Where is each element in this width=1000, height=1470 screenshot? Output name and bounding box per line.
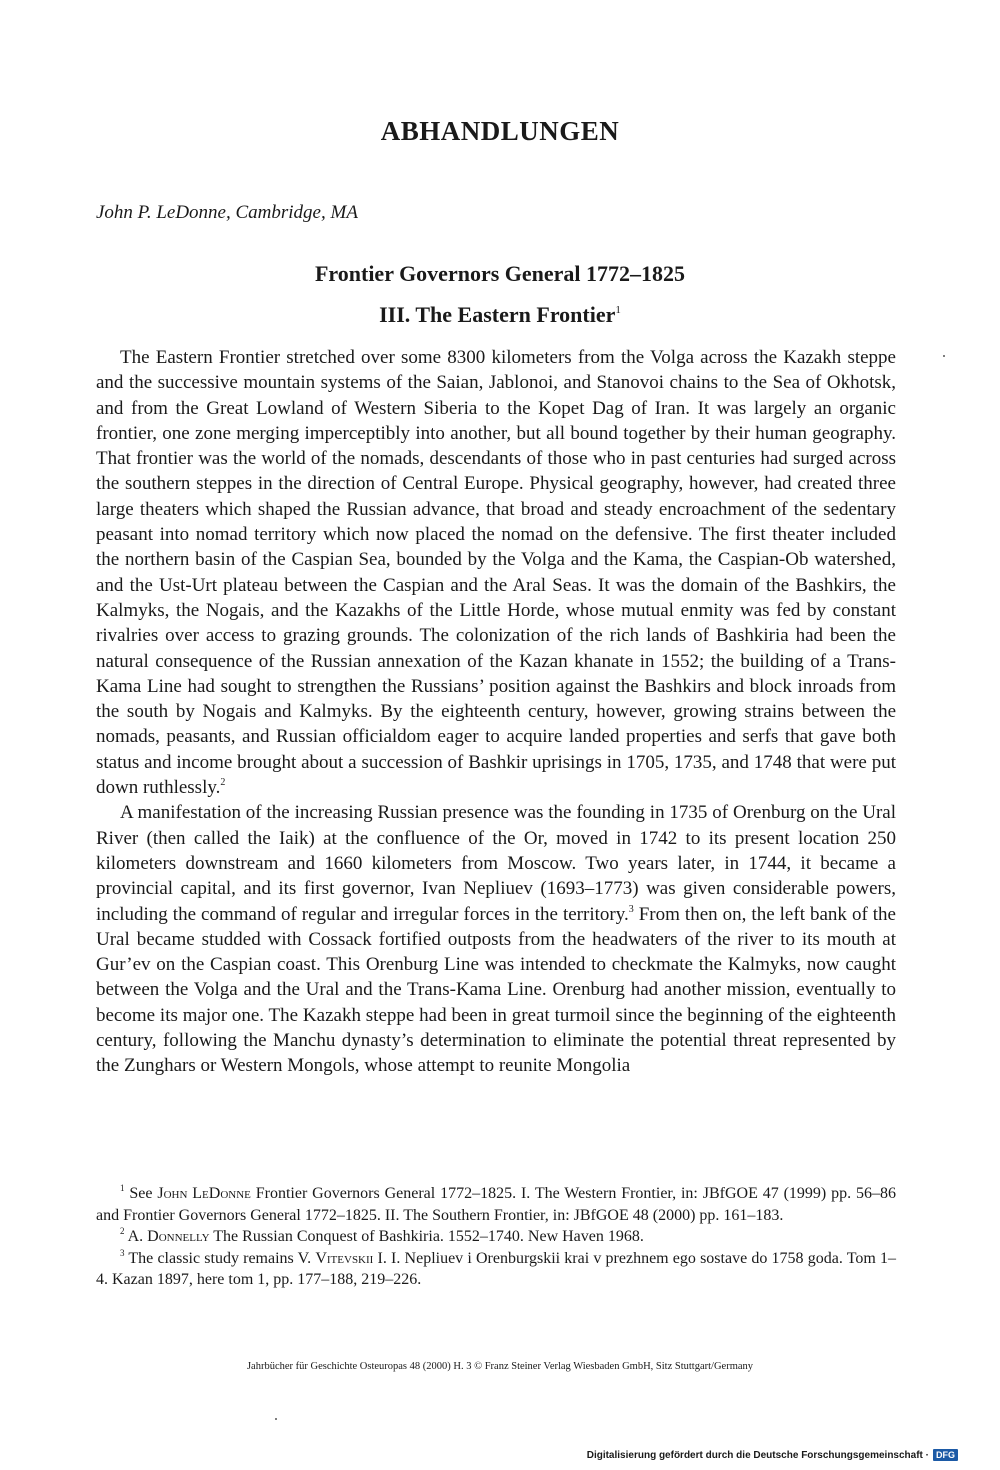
section-heading: ABHANDLUNGEN <box>380 116 620 146</box>
footnotes <box>96 1183 896 1291</box>
footnote-1-marker: 1 <box>120 1183 125 1193</box>
body-text <box>96 345 896 1079</box>
footnote-2 <box>96 1226 896 1248</box>
footnote-2-text-a: A. <box>124 1228 148 1246</box>
paragraph-2 <box>96 800 896 1078</box>
title-line-2-text: III. The Eastern Frontier <box>379 302 616 327</box>
paragraph-1-text: The Eastern Frontier stretched over some 8300 kilometers from the Volga across the Kazakh steppe and the successive mountain systems of the Saian, Jablonoi, and Stanovoi chains to the Sea of Okhotsk, and from the Great Lowland of Western Siberia to the Kopet Dag of Iran. It was largely an organic frontier, one zone merging imperceptibly into another, but all bound together by their human geography. That frontier was the world of the nomads, descendants of those who in past centuries had surged across the southern steppes in the direction of Central Europe. Physical geography, however, had created three large theaters which shaped the Russian advance, that broad and steady encroachment of the sedentary peasant into nomad territory which now placed the nomad on the defensive. The first theater included the northern basin of the Caspian Sea, bounded by the Volga and the Kama, the Caspian-Ob watershed, and the Ust-Urt plateau between the Caspian and the Aral Seas. It was the domain of the Bashkirs, the Kalmyks, the Nogais, and the Kazakhs of the Little Horde, whose mutual enmity was fed by constant rivalries over access to grazing grounds. The colonization of the rich lands of Bashkiria had been the natural consequence of the Russian annexation of the Kazan khanate in 1552; the building of a Trans-Kama Line had sought to strengthen the Russians’ position against the Bashkirs and block inroads from the south by Nogais and Kalmyks. By the eighteenth century, however, growing strains between the nomads, peasants, and Russian officialdom eager to acquire landed properties and serfs that gave both status and income brought about a succession of Bashkir uprisings in 1705, 1735, and 1748 that were put down ruthlessly. <box>96 347 896 799</box>
article-title <box>0 256 1000 333</box>
footnote-1-author: John LeDonne <box>157 1185 251 1202</box>
title-line-1: Frontier Governors General 1772–1825 <box>314 261 686 286</box>
footnote-3-author: Vitevskii <box>315 1249 374 1267</box>
digitization-credit <box>587 1449 958 1461</box>
title-line-2 <box>0 292 1000 333</box>
footnote-1-text-a: See <box>124 1185 158 1202</box>
footnote-1-text-b: Frontier Governors General 1772–1825. I. The Western Frontier, in: JBfGOE 47 (1999) pp. 56–86 and Frontier Governors General 1772–1825. II. The Southern Frontier, in: JBfGOE 48 (2000) pp. 161–183. <box>96 1185 896 1224</box>
footnote-3-text-a: The classic study remains V. <box>124 1249 316 1267</box>
footnote-3 <box>96 1248 896 1291</box>
footnote-1 <box>96 1183 896 1226</box>
digitization-credit-text: Digitalisierung gefördert durch die Deutsche Forschungsgemeinschaft · <box>586 1449 929 1461</box>
paragraph-2-text-a: A manifestation of the increasing Russian presence was the founding in 1735 of Orenburg on the Ural River (then called the Iaik) at the confluence of the Or, moved in 1742 to its present location 250 kilometers downstream and 1660 kilometers from Moscow. Two years later, in 1744, it became a provincial capital, and its first governor, Ivan Nepliuev (1693–1773) was given considerable powers, including the command of regular and irregular forces in the territory. <box>96 802 896 925</box>
paragraph-2-text-b: From then on, the left bank of the Ural became studded with Cossack fortified outposts from the headwaters of the river to its mouth at Gur’ev on the Caspian coast. This Orenburg Line was intended to checkmate the Kalmyks, now caught between the Volga and the Ural and the Trans-Kama Line. Orenburg had another mission, eventually to become its major one. The Kazakh steppe had been in great turmoil since the beginning of the eighteenth century, following the Manchu dynasty’s determination to eliminate the potential threat represented by the Zunghars or Western Mongols, whose attempt to reunite Mongolia <box>96 903 896 1077</box>
journal-footer: Jahrbücher für Geschichte Osteuropas 48 (2000) H. 3 © Franz Steiner Verlag Wiesbaden GmbH, Sitz Stuttgart/Germany <box>246 1361 754 1372</box>
footnote-ref-2[interactable]: 2 <box>220 777 226 789</box>
title-footnote-ref[interactable]: 1 <box>615 304 621 316</box>
dfg-logo-icon: DFG <box>933 1449 958 1461</box>
footnote-2-author: Donnelly <box>147 1228 210 1246</box>
footnote-3-marker: 3 <box>120 1247 125 1258</box>
footnote-2-marker: 2 <box>120 1226 125 1237</box>
footnote-2-text-b: The Russian Conquest of Bashkiria. 1552–1740. New Haven 1968. <box>209 1228 644 1246</box>
footnote-3-text-b: I. I. Nepliuev i Orenburgskii krai v prezhnem ego sostave do 1758 goda. Tom 1–4. Kazan 1897, here tom 1, pp. 177–188, 219–226. <box>96 1249 896 1289</box>
paragraph-1 <box>96 345 896 800</box>
scan-speck <box>943 355 945 357</box>
footnote-ref-3[interactable]: 3 <box>628 903 634 915</box>
author-line: John P. LeDonne, Cambridge, MA <box>96 202 358 223</box>
scan-speck <box>275 1418 277 1420</box>
